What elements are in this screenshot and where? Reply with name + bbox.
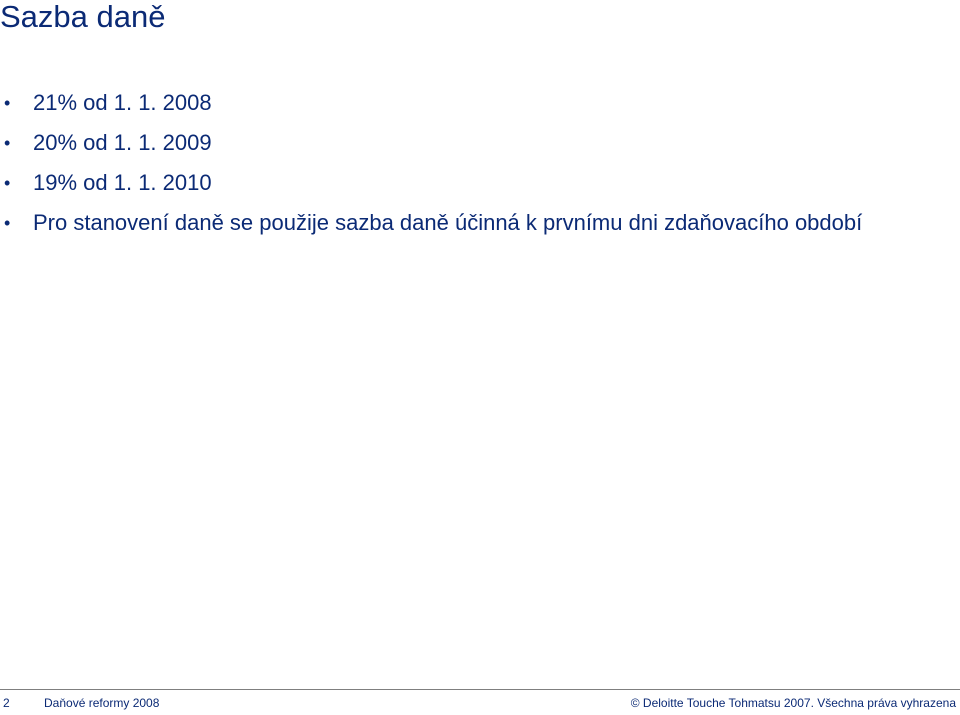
slide-footer [0,689,960,715]
bullet-icon: • [4,173,11,193]
footer-divider [0,689,960,690]
bullet-text: Pro stanovení daně se použije sazba daně účinná k prvnímu dni zdaňovacího období [33,210,863,235]
bullet-text: 21% od 1. 1. 2008 [33,90,212,115]
bullet-icon: • [4,133,11,153]
bullet-icon: • [4,213,11,233]
page-number: 2 [3,696,10,710]
bullet-icon: • [4,93,11,113]
presentation-title: Daňové reformy 2008 [44,696,160,710]
slide-title: Sazba daně [0,0,166,34]
copyright-notice: © Deloitte Touche Tohmatsu 2007. Všechna práva vyhrazena [630,696,956,710]
bullet-text: 20% od 1. 1. 2009 [33,130,212,155]
bullet-text: 19% od 1. 1. 2010 [33,170,212,195]
